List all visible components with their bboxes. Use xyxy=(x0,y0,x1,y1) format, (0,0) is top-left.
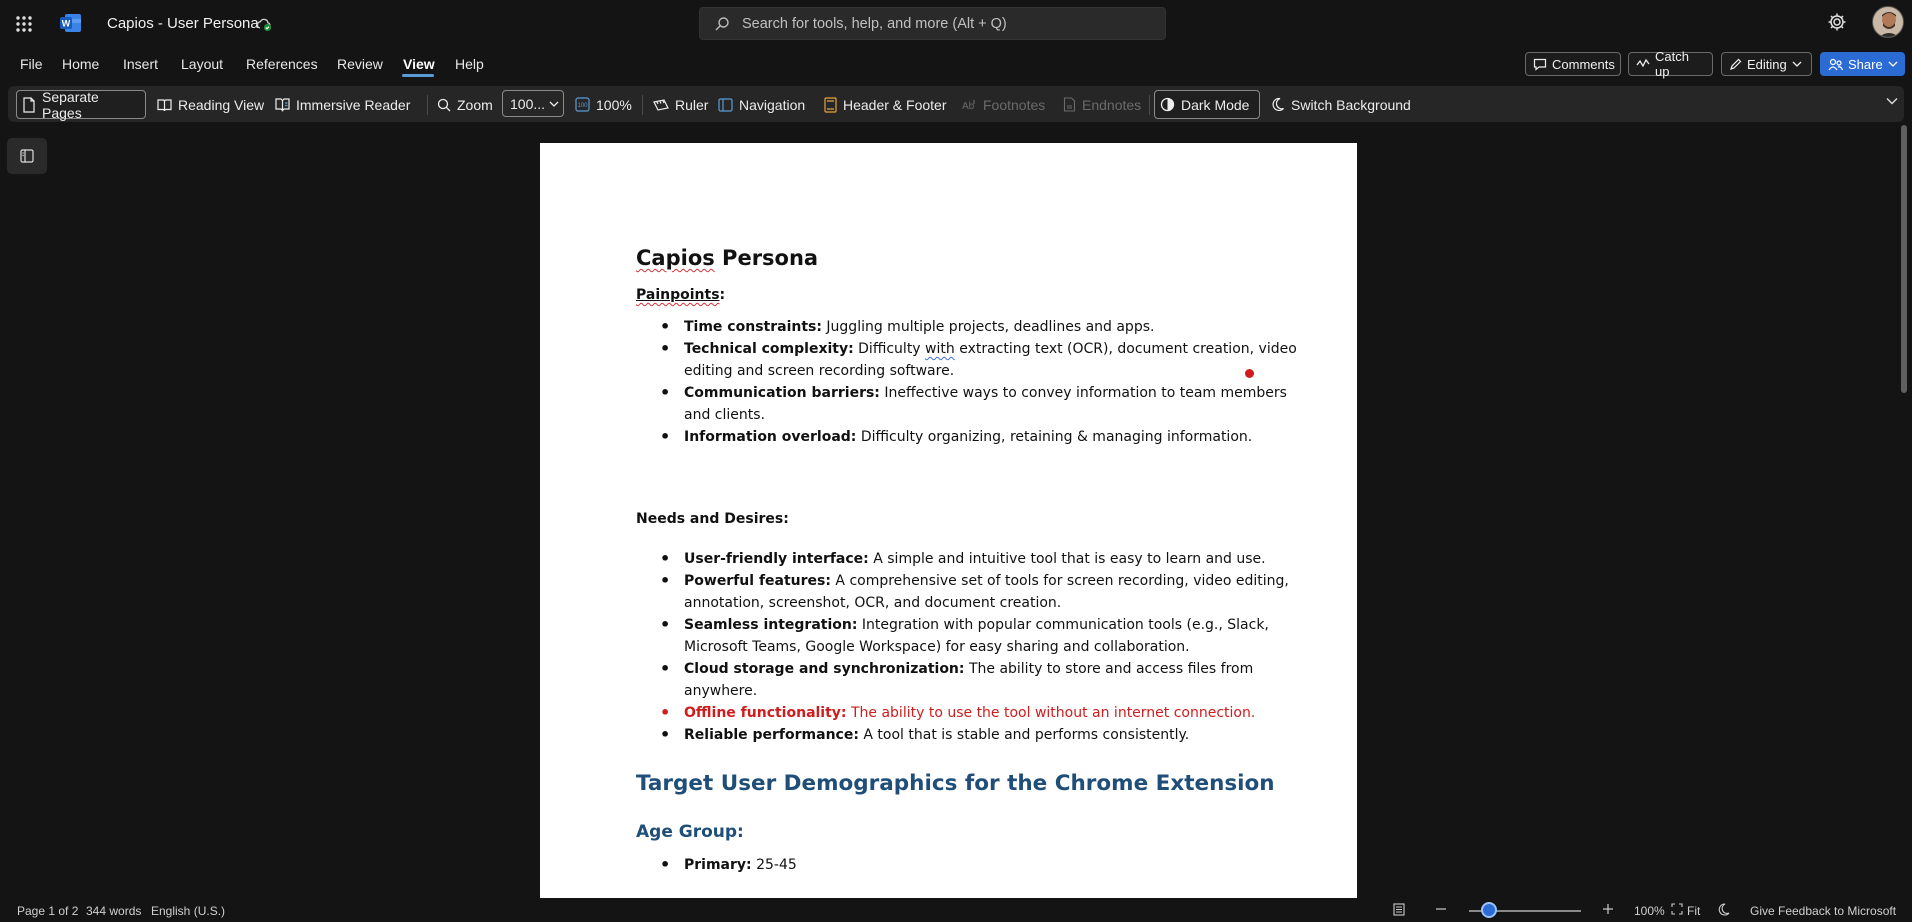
painpoints-word[interactable]: Painpoints xyxy=(636,287,720,303)
dark-mode-label: Dark Mode xyxy=(1181,96,1250,113)
list-item-title: Time constraints: xyxy=(684,319,822,335)
list-item-title: Primary: xyxy=(684,857,752,873)
switch-background-label: Switch Background xyxy=(1291,96,1411,113)
navigation-toggle[interactable] xyxy=(713,90,810,119)
footnotes-label: Footnotes xyxy=(983,96,1046,113)
immersive-reader-icon xyxy=(275,97,290,112)
list-item[interactable] xyxy=(660,382,1300,426)
list-item-title: Technical complexity: xyxy=(684,341,854,357)
list-item-text: extracting text (OCR), document creation, video editing and screen recording software. xyxy=(684,341,1297,379)
status-bar xyxy=(0,898,1912,922)
list-item[interactable] xyxy=(660,614,1300,658)
ribbon-options-chevron-icon[interactable] xyxy=(1886,97,1898,105)
zoom-label: Zoom xyxy=(457,96,493,113)
list-item-title: Seamless integration: xyxy=(684,617,858,633)
navigation-pane-toggle[interactable] xyxy=(7,138,47,174)
chevron-down-icon xyxy=(1888,61,1898,67)
list-item-title: Reliable performance: xyxy=(684,727,859,743)
ruler-icon xyxy=(653,99,669,111)
navigation-label: Navigation xyxy=(739,96,806,113)
list-item[interactable] xyxy=(660,570,1300,614)
menu-help[interactable]: Help xyxy=(455,56,484,72)
zoom-level-select[interactable] xyxy=(502,90,564,117)
svg-text:Ab: Ab xyxy=(962,101,975,111)
needs-desires-label: Needs and Desires: xyxy=(636,511,789,527)
language-status[interactable]: English (U.S.) xyxy=(151,904,226,918)
header-footer-button[interactable] xyxy=(819,90,952,119)
immersive-reader-button[interactable] xyxy=(270,90,415,119)
header-footer-label: Header & Footer xyxy=(843,96,947,113)
list-item[interactable] xyxy=(660,724,1300,746)
svg-text:W: W xyxy=(61,18,71,29)
reading-view-button[interactable] xyxy=(152,90,269,119)
menu-references[interactable]: References xyxy=(246,56,318,72)
ribbon-divider xyxy=(1149,95,1150,115)
share-button[interactable] xyxy=(1820,52,1905,76)
document-heading[interactable] xyxy=(636,246,818,270)
age-group-heading: Age Group: xyxy=(636,822,744,842)
give-feedback-link[interactable]: Give Feedback to Microsoft xyxy=(1750,904,1897,918)
menu-bar xyxy=(0,48,1912,84)
list-item-text: Ineffective ways to convey information to team members and clients. xyxy=(684,385,1287,423)
footnote-icon xyxy=(962,98,977,111)
comments-label: Comments xyxy=(1552,56,1615,72)
zoom-in-icon[interactable] xyxy=(1602,902,1614,916)
menu-view[interactable]: View xyxy=(403,56,435,72)
list-item[interactable] xyxy=(660,854,1300,876)
search-icon xyxy=(714,16,730,32)
heading-rest: Persona xyxy=(714,246,819,270)
list-item-title: Information overload: xyxy=(684,429,857,445)
vertical-scrollbar[interactable] xyxy=(1898,123,1910,898)
list-item-title: Offline functionality: xyxy=(684,705,847,721)
book-icon xyxy=(157,98,172,112)
zoom-100-button[interactable] xyxy=(570,90,637,119)
list-item-text: Difficulty organizing, retaining & managing information. xyxy=(856,429,1253,445)
list-item[interactable] xyxy=(660,548,1300,570)
list-item-text: A simple and intuitive tool that is easy to learn and use. xyxy=(868,551,1266,567)
fit-button[interactable]: Fit xyxy=(1687,904,1701,918)
list-item-title: User-friendly interface: xyxy=(684,551,869,567)
zoom-out-icon[interactable] xyxy=(1435,902,1447,916)
list-item-text: Integration with popular communication tools (e.g., Slack, Microsoft Teams, Google Workspace) for easy sharing and collaboration. xyxy=(684,617,1269,655)
zoom-select-value: 100... xyxy=(510,95,546,112)
list-item[interactable] xyxy=(660,426,1300,448)
immersive-reader-label: Immersive Reader xyxy=(296,96,411,113)
navigation-pane-icon xyxy=(718,98,733,112)
document-page[interactable] xyxy=(540,143,1357,903)
list-item[interactable] xyxy=(660,316,1300,338)
menu-layout[interactable]: Layout xyxy=(181,56,224,72)
header-footer-icon xyxy=(824,97,837,113)
switch-background-button[interactable] xyxy=(1266,90,1416,119)
list-item-text: The ability to use the tool without an internet connection. xyxy=(846,705,1256,721)
endnotes-label: Endnotes xyxy=(1082,96,1142,113)
user-avatar[interactable] xyxy=(1872,6,1904,38)
pencil-icon xyxy=(1729,58,1742,71)
word-logo-icon[interactable] xyxy=(60,13,82,33)
ribbon-divider xyxy=(427,95,428,115)
menu-review[interactable]: Review xyxy=(337,56,383,72)
search-input[interactable] xyxy=(742,8,1152,39)
ruler-label: Ruler xyxy=(675,96,709,113)
zoom-slider-thumb[interactable] xyxy=(1481,902,1497,918)
side-panel-icon xyxy=(20,149,34,163)
page-icon xyxy=(22,97,36,113)
share-people-icon xyxy=(1828,58,1843,71)
magnifier-icon xyxy=(437,98,451,112)
word-count[interactable]: 344 words xyxy=(86,904,142,918)
menu-insert[interactable]: Insert xyxy=(123,56,159,72)
title-bar xyxy=(0,0,1912,48)
separate-pages-button[interactable] xyxy=(16,90,146,119)
share-label: Share xyxy=(1848,56,1883,72)
view-ribbon xyxy=(8,86,1904,122)
list-item-title: Powerful features: xyxy=(684,573,831,589)
age-group-list xyxy=(660,854,1300,876)
settings-gear-icon[interactable] xyxy=(1827,12,1851,36)
list-item-text: 25-45 xyxy=(751,857,797,873)
footnotes-button[interactable] xyxy=(957,90,1050,119)
list-item[interactable] xyxy=(660,658,1300,702)
list-item[interactable] xyxy=(660,338,1300,382)
separate-pages-label: Separate Pages xyxy=(42,88,99,121)
list-item-text: The ability to store and access files from anywhere. xyxy=(684,661,1254,699)
target-demographics-heading: Target User Demographics for the Chrome Extension xyxy=(636,771,1275,796)
catch-up-button[interactable] xyxy=(1628,49,1713,79)
fit-icon xyxy=(1671,903,1683,915)
menu-file[interactable]: File xyxy=(20,56,43,72)
cloud-saved-icon[interactable] xyxy=(256,16,272,32)
page-count[interactable]: Page 1 of 2 xyxy=(17,904,79,918)
editing-mode-dropdown[interactable] xyxy=(1721,52,1812,76)
menu-home[interactable]: Home xyxy=(62,56,100,72)
contrast-icon xyxy=(1160,97,1175,112)
comments-button[interactable] xyxy=(1525,52,1621,76)
active-tab-indicator xyxy=(402,74,434,77)
ribbon-divider xyxy=(642,95,643,115)
list-item-highlighted[interactable] xyxy=(660,702,1300,724)
grammar-flagged-word[interactable]: with xyxy=(925,341,955,357)
painpoints-list xyxy=(660,316,1300,448)
ruler-toggle[interactable] xyxy=(648,90,713,119)
list-item-text: Difficulty xyxy=(853,341,926,357)
editing-label: Editing xyxy=(1747,56,1787,72)
scrollbar-thumb[interactable] xyxy=(1901,125,1907,393)
endnote-icon xyxy=(1063,97,1076,112)
moon-icon[interactable] xyxy=(1717,903,1730,916)
svg-text:100: 100 xyxy=(577,103,588,109)
needs-list xyxy=(660,548,1300,746)
heading-misspelled-word[interactable]: Capios xyxy=(636,246,715,270)
comment-marker[interactable] xyxy=(1245,369,1254,378)
dark-mode-toggle[interactable] xyxy=(1154,90,1260,119)
search-box[interactable] xyxy=(699,7,1166,40)
list-item-text: A tool that is stable and performs consistently. xyxy=(858,727,1190,743)
chevron-down-icon xyxy=(549,101,559,107)
reading-view-label: Reading View xyxy=(178,96,265,113)
catch-up-icon xyxy=(1636,58,1650,70)
document-title[interactable]: Capios - User Persona xyxy=(107,15,259,32)
moon-icon xyxy=(1271,97,1285,112)
zoom-percentage[interactable]: 100% xyxy=(1634,904,1665,918)
catch-up-label: Catch up xyxy=(1655,49,1689,79)
list-item-text: A comprehensive set of tools for screen recording, video editing, annotation, screenshot, OCR, and document creation. xyxy=(684,573,1289,611)
zoom-button[interactable] xyxy=(432,90,498,119)
list-item-title: Communication barriers: xyxy=(684,385,880,401)
zoom-100-icon xyxy=(575,97,590,112)
chevron-down-icon xyxy=(1792,61,1802,67)
zoom-100-label: 100% xyxy=(596,96,632,113)
endnotes-button[interactable] xyxy=(1058,90,1146,119)
page-view-icon[interactable] xyxy=(1393,903,1405,916)
list-item-title: Cloud storage and synchronization: xyxy=(684,661,965,677)
list-item-text: Juggling multiple projects, deadlines and apps. xyxy=(821,319,1155,335)
painpoints-label xyxy=(636,287,725,303)
app-launcher-icon[interactable] xyxy=(12,12,36,36)
painpoints-colon: : xyxy=(719,287,726,303)
comment-icon xyxy=(1533,58,1547,71)
